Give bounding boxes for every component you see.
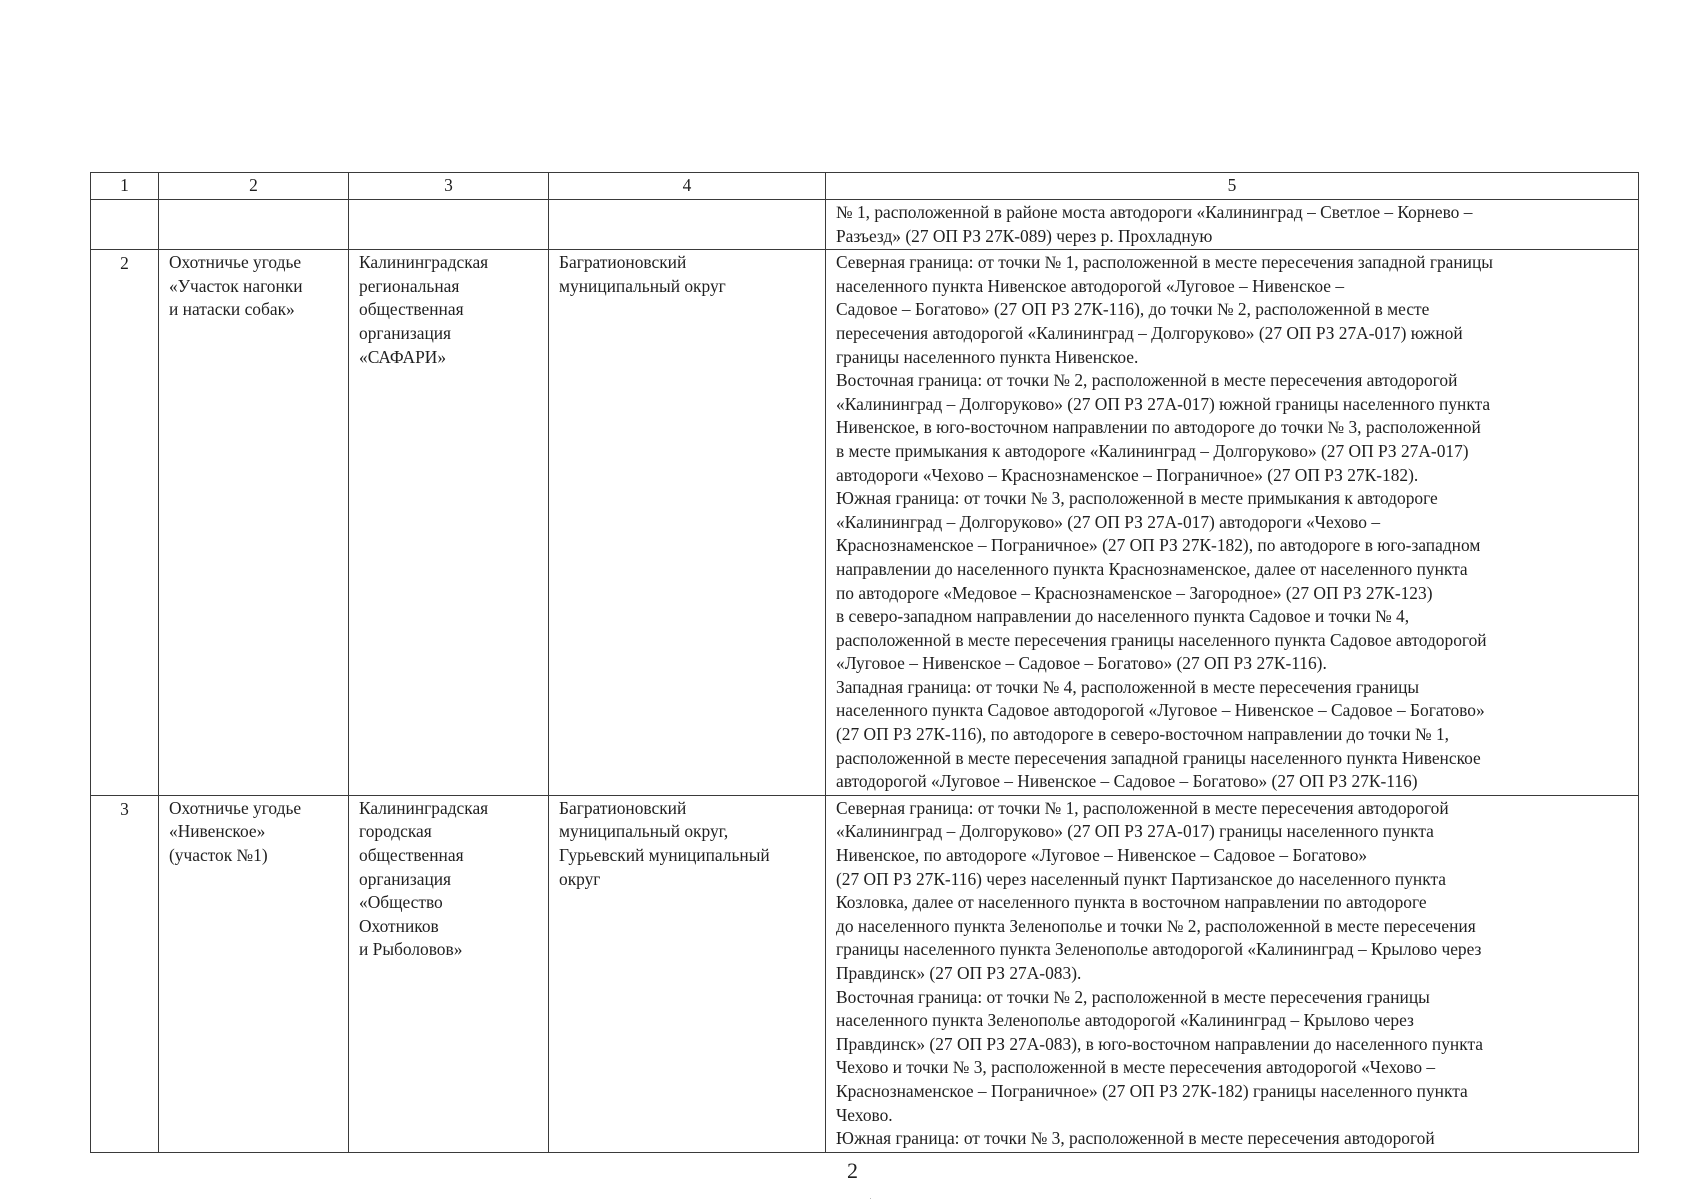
org-line: городская [359,821,432,842]
description-line: расположенной в месте пересечения западной границы населенного пункта Нивенское [836,747,1481,768]
cell-org [349,200,549,250]
name-line: «Нивенское» [169,821,266,842]
east-boundary [836,369,1628,487]
org-line: организация [359,868,452,889]
cell-name [159,795,349,1152]
description-line: пересечения автодорогой «Калининград – Долгоруково» (27 ОП РЗ 27А-017) южной [836,322,1463,343]
south-boundary [836,1127,1628,1151]
boundary-table [90,172,1639,1153]
description-line: Южная граница: от точки № 3, расположенной в месте пересечения автодорогой [836,1128,1435,1149]
org-line: организация [359,322,452,343]
description-line: «Калининград – Долгоруково» (27 ОП РЗ 27А-017) южной границы населенного пункта [836,393,1491,414]
cell-district [549,250,826,796]
row-number: 2 [91,250,159,796]
cell-description [826,250,1639,796]
south-boundary [836,487,1628,676]
description-line: № 1, расположенной в районе моста автодороги «Калининград – Светлое – Корнево – [836,202,1473,222]
description-line: Южная граница: от точки № 3, расположенной в месте примыкания к автодороге [836,488,1438,509]
description-line: Козловка, далее от населенного пункта в восточном направлении по автодороге [836,892,1427,913]
description-line: «Калининград – Долгоруково» (27 ОП РЗ 27А-017) границы населенного пункта [836,821,1434,842]
description-line: Чехово и точки № 3, расположенной в месте пересечения автодорогой «Чехово – [836,1057,1436,1078]
description-line: (27 ОП РЗ 27К-116) через населенный пункт Партизанское до населенного пункта [836,868,1446,889]
org-line: «САФАРИ» [359,346,447,367]
header-col-5: 5 [826,173,1639,200]
description-line: направлении до населенного пункта Краснознаменское, далее от населенного пункта [836,558,1468,579]
description-line: Правдинск» (27 ОП РЗ 27А-083), в юго-восточном направлении до населенного пункта [836,1033,1483,1054]
description-line: в месте примыкания к автодороге «Калининград – Долгоруково» (27 ОП РЗ 27А-017) [836,440,1469,461]
name-line: (участок №1) [169,845,268,866]
description-line: (27 ОП РЗ 27К-116), по автодороге в северо-восточном направлении до точки № 1, [836,724,1450,745]
table-row [91,250,1639,796]
cell-org [349,795,549,1152]
scan-speck [870,1198,871,1199]
cell-name [159,250,349,796]
district-line: округ [559,868,601,889]
district-line: муниципальный округ, [559,821,729,842]
description-line: населенного пункта Нивенское автодорогой «Луговое – Нивенское – [836,275,1345,296]
description-line: Восточная граница: от точки № 2, расположенной в месте пересечения автодорогой [836,370,1458,391]
table-row [91,795,1639,1152]
description-line: Садовое – Богатово» (27 ОП РЗ 27К-116), до точки № 2, расположенной в месте [836,299,1430,320]
header-col-2: 2 [159,173,349,200]
cell-district [549,200,826,250]
description-line: Краснознаменское – Пограничное» (27 ОП РЗ 27К-182), по автодороге в юго-западном [836,535,1481,556]
header-col-4: 4 [549,173,826,200]
description-line: до населенного пункта Зеленополье и точки № 2, расположенной в месте пересечения [836,915,1476,936]
table-row-continuation [91,200,1639,250]
cell-district [549,795,826,1152]
description-line: Краснознаменское – Пограничное» (27 ОП РЗ 27К-182) границы населенного пункта [836,1080,1468,1101]
description-line: населенного пункта Зеленополье автодорогой «Калининград – Крылово через [836,1010,1414,1031]
north-boundary [836,251,1628,369]
header-col-3: 3 [349,173,549,200]
description-line: Нивенское, по автодороге «Луговое – Нивенское – Садовое – Богатово» [836,845,1368,866]
north-boundary [836,797,1628,986]
description-line: Правдинск» (27 ОП РЗ 27А-083). [836,963,1082,983]
description-line: населенного пункта Садовое автодорогой «Луговое – Нивенское – Садовое – Богатово» [836,700,1485,721]
district-line: Багратионовский [559,252,687,273]
description-line: Нивенское, в юго-восточном направлении по автодороге до точки № 3, расположенной [836,417,1481,438]
description-line: Разъезд» (27 ОП РЗ 27К-089) через р. Прохладную [836,225,1213,246]
description-line: расположенной в месте пересечения границы населенного пункта Садовое автодорогой [836,629,1487,650]
description-line: Западная граница: от точки № 4, расположенной в месте пересечения границы [836,676,1420,697]
cell-description [826,200,1639,250]
description-line: Северная граница: от точки № 1, расположенной в месте пересечения западной границы [836,252,1493,273]
page-number: 2 [847,1158,858,1183]
description-line: Чехово. [836,1104,893,1125]
description-line: автодороги «Чехово – Краснознаменское – Пограничное» (27 ОП РЗ 27К-182). [836,464,1419,485]
description-line: Восточная граница: от точки № 2, расположенной в месте пересечения границы [836,986,1430,1007]
cell-description [826,795,1639,1152]
description-line: «Калининград – Долгоруково» (27 ОП РЗ 27А-017) автодороги «Чехово – [836,511,1381,532]
description-line: границы населенного пункта Зеленополье автодорогой «Калининград – Крылово через [836,939,1482,960]
org-line: региональная [359,275,460,296]
description-line: границы населенного пункта Нивенское. [836,346,1139,367]
description-line: «Луговое – Нивенское – Садовое – Богатово» (27 ОП РЗ 27К-116). [836,653,1327,674]
district-line: муниципальный округ [559,275,726,296]
header-col-1: 1 [91,173,159,200]
table-header-row [91,173,1639,200]
org-line: и Рыболовов» [359,939,463,960]
org-line: Калининградская [359,797,489,818]
cell-name [159,200,349,250]
org-line: общественная [359,299,464,320]
name-line: Охотничье угодье [169,252,302,273]
row-number: 3 [91,795,159,1152]
description-line: в северо-западном направлении до населенного пункта Садовое и точки № 4, [836,606,1410,627]
org-line: Калининградская [359,252,489,273]
description-line: автодорогой «Луговое – Нивенское – Садовое – Богатово» (27 ОП РЗ 27К-116) [836,771,1418,792]
district-line: Багратионовский [559,797,687,818]
name-line: и натаски собак» [169,299,295,320]
district-line: Гурьевский муниципальный [559,845,770,866]
west-boundary [836,676,1628,794]
description-line: Северная граница: от точки № 1, расположенной в месте пересечения автодорогой [836,797,1449,818]
description-line: по автодороге «Медовое – Краснознаменское – Загородное» (27 ОП РЗ 27К-123) [836,582,1433,603]
name-line: Охотничье угодье [169,797,302,818]
name-line: «Участок нагонки [169,275,303,296]
org-line: «Общество [359,892,443,913]
org-line: Охотников [359,915,439,936]
cell-org [349,250,549,796]
east-boundary [836,986,1628,1128]
org-line: общественная [359,845,464,866]
cell-num [91,200,159,250]
